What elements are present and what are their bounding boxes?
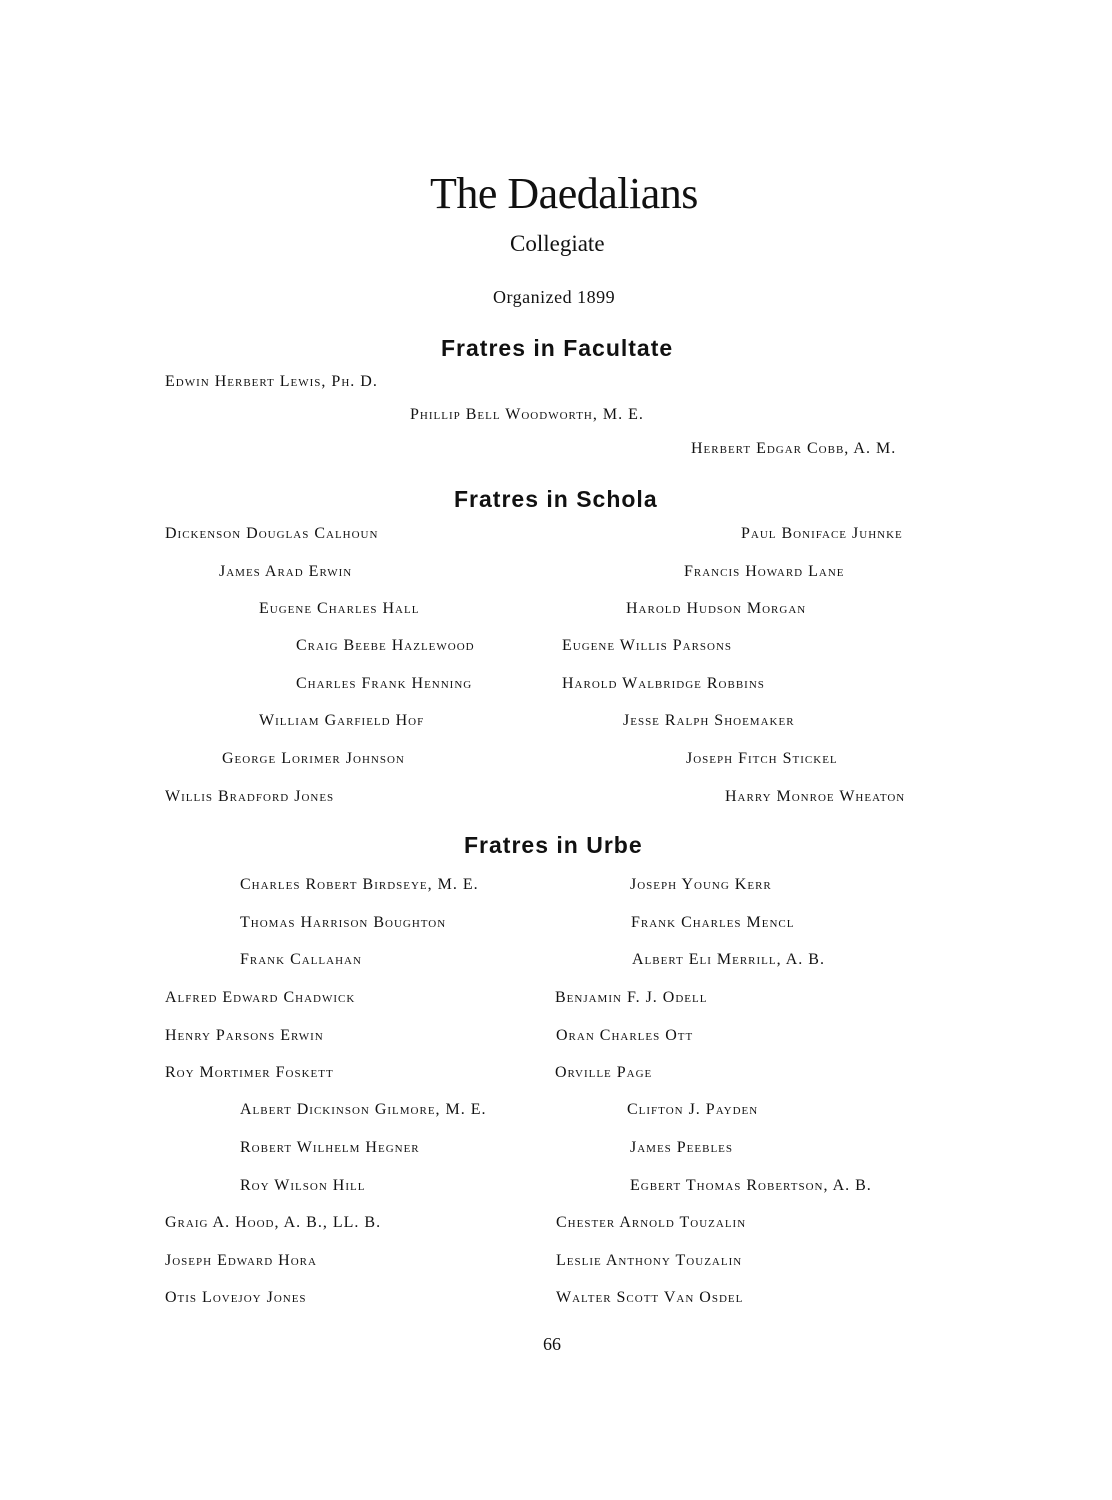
schola-member: James Arad Erwin xyxy=(219,563,353,580)
schola-member: Joseph Fitch Stickel xyxy=(686,750,838,767)
schola-member: Willis Bradford Jones xyxy=(165,788,335,805)
page-number: 66 xyxy=(543,1334,561,1354)
urbe-member: Albert Eli Merrill, A. B. xyxy=(632,951,825,968)
urbe-member: Benjamin F. J. Odell xyxy=(555,989,708,1006)
facultate-member: Herbert Edgar Cobb, A. M. xyxy=(691,440,897,457)
urbe-member: Henry Parsons Erwin xyxy=(165,1027,324,1044)
schola-member: Jesse Ralph Shoemaker xyxy=(623,712,795,729)
urbe-member: Joseph Edward Hora xyxy=(165,1252,317,1269)
schola-member: Francis Howard Lane xyxy=(684,563,845,580)
schola-member: Eugene Willis Parsons xyxy=(562,637,733,654)
schola-member: Dickenson Douglas Calhoun xyxy=(165,525,379,542)
urbe-member: Thomas Harrison Boughton xyxy=(240,914,447,931)
schola-member: Craig Beebe Hazlewood xyxy=(296,637,475,654)
urbe-member: Frank Charles Mencl xyxy=(631,914,795,931)
organized-date: Organized 1899 xyxy=(493,287,616,307)
urbe-member: Clifton J. Payden xyxy=(627,1101,759,1118)
schola-member: Harold Walbridge Robbins xyxy=(562,675,765,692)
heading-facultate: Fratres in Facultate xyxy=(441,335,674,361)
urbe-member: Egbert Thomas Robertson, A. B. xyxy=(630,1177,872,1194)
facultate-member: Phillip Bell Woodworth, M. E. xyxy=(410,406,644,423)
urbe-member: Charles Robert Birdseye, M. E. xyxy=(240,876,479,893)
urbe-member: Robert Wilhelm Hegner xyxy=(240,1139,420,1156)
urbe-member: Otis Lovejoy Jones xyxy=(165,1289,307,1306)
urbe-member: Roy Wilson Hill xyxy=(240,1177,366,1194)
urbe-member: Joseph Young Kerr xyxy=(630,876,772,893)
heading-schola: Fratres in Schola xyxy=(454,486,658,512)
schola-member: George Lorimer Johnson xyxy=(222,750,405,767)
schola-member: Harold Hudson Morgan xyxy=(626,600,807,617)
urbe-member: Walter Scott Van Osdel xyxy=(556,1289,744,1306)
urbe-member: Albert Dickinson Gilmore, M. E. xyxy=(240,1101,487,1118)
urbe-member: James Peebles xyxy=(630,1139,734,1156)
page-title: The Daedalians xyxy=(430,169,698,218)
schola-member: William Garfield Hof xyxy=(259,712,425,729)
urbe-member: Graig A. Hood, A. B., LL. B. xyxy=(165,1214,382,1231)
schola-member: Eugene Charles Hall xyxy=(259,600,420,617)
schola-member: Charles Frank Henning xyxy=(296,675,473,692)
urbe-member: Alfred Edward Chadwick xyxy=(165,989,356,1006)
urbe-member: Frank Callahan xyxy=(240,951,362,968)
urbe-member: Oran Charles Ott xyxy=(556,1027,694,1044)
schola-member: Harry Monroe Wheaton xyxy=(725,788,906,805)
urbe-member: Chester Arnold Touzalin xyxy=(556,1214,747,1231)
urbe-member: Leslie Anthony Touzalin xyxy=(556,1252,743,1269)
facultate-member: Edwin Herbert Lewis, Ph. D. xyxy=(165,373,378,390)
urbe-member: Orville Page xyxy=(555,1064,653,1081)
heading-urbe: Fratres in Urbe xyxy=(464,832,643,858)
urbe-member: Roy Mortimer Foskett xyxy=(165,1064,334,1081)
subtitle: Collegiate xyxy=(510,231,605,256)
schola-member: Paul Boniface Juhnke xyxy=(741,525,903,542)
